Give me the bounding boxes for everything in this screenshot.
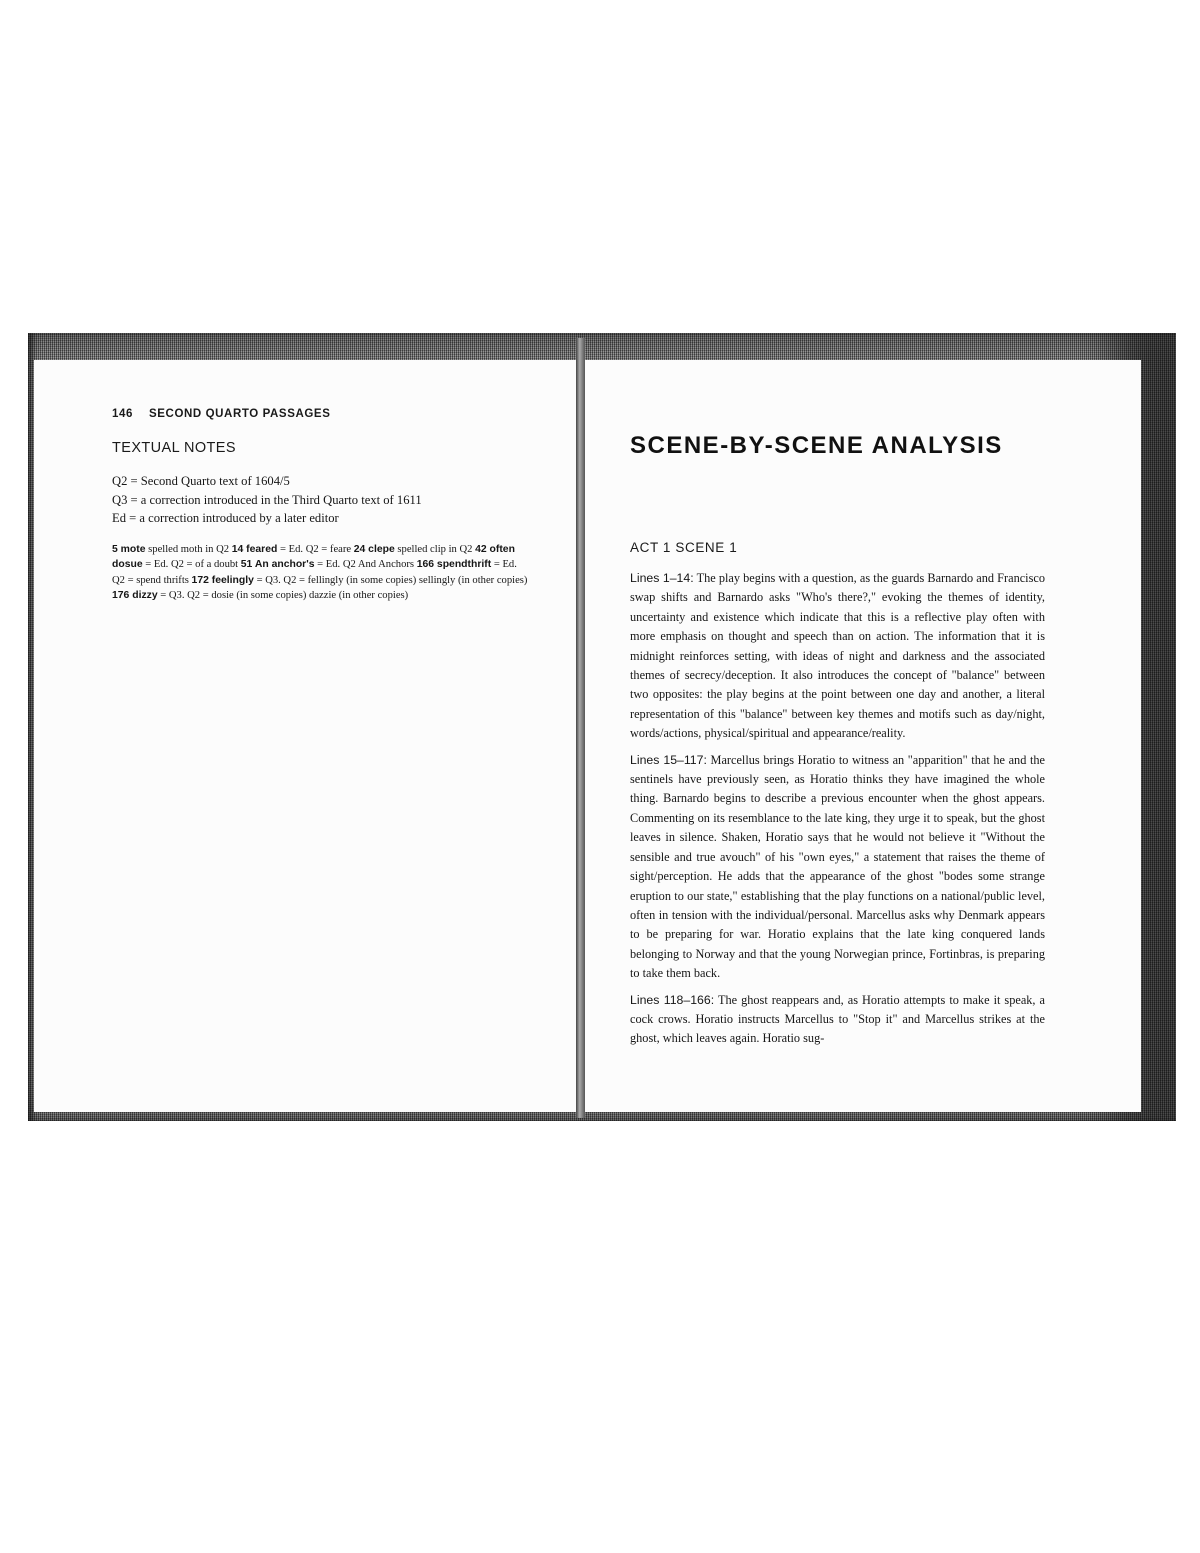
analysis-body	[630, 569, 1045, 1056]
textual-notes-list	[112, 542, 532, 604]
note-lemma: 51 An anchor's	[240, 559, 315, 571]
note-text: = Ed. Q2 = feare	[277, 544, 354, 555]
note-text: = Ed. Q2 And Anchors	[314, 559, 417, 571]
note-lemma: 176 dizzy	[112, 590, 158, 602]
page-title: SCENE-BY-SCENE ANALYSIS	[630, 432, 1003, 459]
paragraph-text: The play begins with a question, as the guards Barnardo and Francisco swap shifts and Barnardo asks "Who's there?," evoking the themes of identity, uncertainty and existence which indicate that this is a reflective play often with more emphasis on thought and speech than on action. The information that it is midnight reinforces setting, with ideas of night and darkness and the associated themes of secrecy/deception. It also introduces the concept of "balance" between two opposites: the play begins at the point between one day and another, a literal representation of this "balance" between key themes and motifs such as day/night, words/actions, physical/spiritual and appearance/reality.	[630, 571, 1045, 741]
note-text: = Ed. Q2 = spend thrifts	[112, 559, 517, 586]
analysis-paragraph	[630, 569, 1045, 744]
note-text: spelled clip in Q2	[394, 544, 476, 555]
note-lemma: 166 spendthrift	[416, 559, 492, 571]
note-lemma: 42 often dosue	[112, 544, 515, 571]
abbreviation-list	[112, 472, 532, 528]
note-lemma: 172 feelingly	[191, 574, 254, 586]
line-range-label: Lines 118–166:	[630, 992, 715, 1007]
note-lemma: 14 feared	[231, 544, 278, 555]
abbreviation-item: Q2 = Second Quarto text of 1604/5	[112, 474, 290, 488]
act-scene-heading: ACT 1 SCENE 1	[630, 540, 738, 555]
note-lemma: 5 mote	[112, 544, 146, 555]
abbreviation-item: Ed = a correction introduced by a later editor	[112, 511, 339, 525]
running-head	[112, 408, 532, 420]
note-text: = Q3. Q2 = fellingly (in some copies) sellingly (in other copies)	[253, 574, 528, 586]
note-text: = Q3. Q2 = dosie (in some copies) dazzie (in other copies)	[157, 590, 409, 602]
paragraph-text: Marcellus brings Horatio to witness an "apparition" that he and the sentinels have previously seen, as Horatio thinks they have imagined the whole thing. Barnardo begins to describe a previous encounter when the ghost appears. Commenting on its resemblance to the late king, they urge it to speak, but the ghost leaves in silence. Shaken, Horatio says that he would not believe it "Without the sensible and true avouch" of his "own eyes," a statement that raises the theme of sight/perception. He adds that the appearance of the ghost "bodes some strange eruption to our state," establishing that the play functions on a national/public level, often in tension with the individual/personal. Marcellus asks why Denmark appears to be preparing for war. Horatio explains that the late king conquered lands belonging to Norway and that the young Norwegian prince, Fortinbras, is preparing to take them back.	[630, 752, 1045, 981]
paragraph-text: The ghost reappears and, as Horatio attempts to make it speak, a cock crows. Horatio instructs Marcellus to "Stop it" and Marcellus strikes at the ghost, which leaves again. Horatio sug-	[630, 992, 1045, 1046]
analysis-paragraph	[630, 751, 1045, 984]
textual-notes-heading: TEXTUAL NOTES	[112, 440, 236, 456]
analysis-paragraph	[630, 991, 1045, 1049]
page-number: 146	[112, 408, 133, 420]
line-range-label: Lines 1–14:	[630, 571, 694, 585]
line-range-label: Lines 15–117:	[630, 752, 707, 767]
book-gutter	[576, 338, 585, 1118]
abbreviation-item: Q3 = a correction introduced in the Third Quarto text of 1611	[112, 492, 422, 507]
note-lemma: 24 clepe	[353, 544, 395, 555]
note-text: spelled moth in Q2	[145, 544, 232, 555]
running-head-title: SECOND QUARTO PASSAGES	[149, 408, 331, 420]
note-text: = Ed. Q2 = of a doubt	[142, 559, 241, 571]
